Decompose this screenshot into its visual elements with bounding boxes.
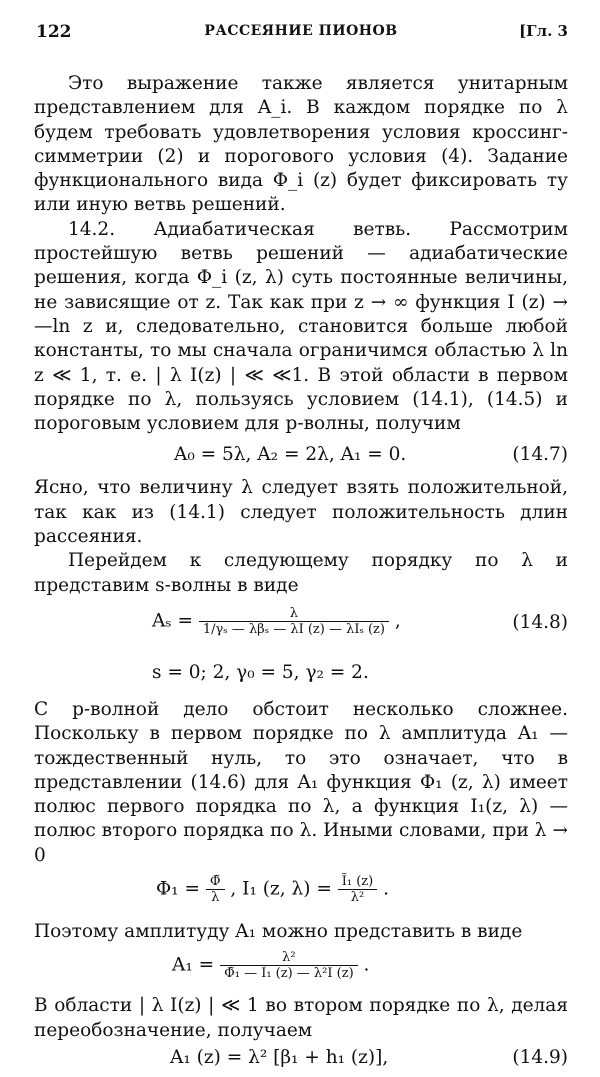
running-title: РАССЕЯНИЕ ПИОНОВ <box>204 23 398 39</box>
equation-body: A₀ = 5λ, A₂ = 2λ, A₁ = 0. <box>174 444 407 466</box>
paragraph-3: Перейдем к следующему порядку по λ и представим s-волны в виде <box>34 550 568 596</box>
fraction <box>220 950 358 981</box>
page-header <box>34 22 568 46</box>
paragraph-2: Ясно, что величину λ следует взять положительной, так как из (14.1) следует положительность длин рассеяния. <box>34 477 568 548</box>
numerator: Ĩ₁ (z) <box>338 874 377 890</box>
equation-label: (14.9) <box>512 1046 568 1068</box>
denominator: Φ̃₁ — Ĩ₁ (z) — λ²I (z) <box>224 966 354 982</box>
paragraph-section-14-2: 14.2. Адиабатическая ветвь. Рассмотрим простейшую ветвь решений — адиабатические решения, когда Φ_i (z, λ) суть постоянные величины, не зависящие от z. Так как при z → ∞ функция I (z) → —ln z и, следовательно, становится больше любой константы, то мы сначала ограничимся областью λ ln z ≪ 1, т. е. | λ I(z) | ≪ ≪1. В этой области в первом порядке по λ, пользуясь условием (14.1), (14.5) и пороговым условием для p-волны, получим <box>34 218 568 435</box>
equation-mid: , I₁ (z, λ) = <box>230 878 332 900</box>
equation-body: A₁ (z) = λ² [β₁ + h₁ (z)], <box>170 1046 389 1068</box>
equation-14-8 <box>34 598 568 658</box>
paragraph-1: Это выражение также является унитарным представлением для A_i. В каждом порядке по λ будем требовать удовлетворения условия кроссинг-симметрии (2) и порогового условия (4). Задание функционального вида Φ_i (z) будет фиксировать ту или иную ветвь решений. <box>34 73 568 216</box>
equation-14-8-params <box>34 658 568 698</box>
paragraph-5: Поэтому амплитуду A₁ можно представить в виде <box>34 921 523 943</box>
equation-lhs: Φ₁ = <box>156 878 200 900</box>
equation-tail: , <box>394 610 401 632</box>
fraction-phi <box>206 874 225 905</box>
equation-label: (14.7) <box>512 444 568 466</box>
paragraph-4: С p-волной дело обстоит несколько сложнее. Поскольку в первом порядке по λ амплитуда A₁ — тождественный нуль, то это означает, что в представлении (14.6) для A₁ функция Φ₁ (z, λ) имеет полюс первого порядка по λ, а функция I₁(z, λ) — полюс второго порядка по λ. Иными словами, при λ → 0 <box>34 698 568 866</box>
equation-14-9 <box>34 1043 568 1077</box>
equation-14-7 <box>34 436 568 476</box>
equation-label: (14.8) <box>512 611 568 633</box>
denominator: 1/γₛ — λβₛ — λI (z) — λIₛ (z) <box>202 621 385 637</box>
numerator: λ <box>199 606 389 622</box>
equation-body: s = 0; 2, γ₀ = 5, γ₂ = 2. <box>152 661 369 683</box>
denominator: λ² <box>350 890 365 906</box>
equation-tail: . <box>363 954 370 976</box>
chapter-marker: [Гл. 3 <box>519 22 568 40</box>
book-page <box>34 22 568 1077</box>
fraction <box>199 606 389 637</box>
page-number: 122 <box>36 22 72 42</box>
equation-lhs: A₁ = <box>172 954 215 976</box>
denominator: λ <box>211 890 220 906</box>
equation-a1 <box>34 944 568 994</box>
fraction-i1 <box>338 874 377 905</box>
equation-tail: . <box>383 878 389 900</box>
numerator: Φ̃ <box>206 874 225 890</box>
equation-phi <box>34 868 568 920</box>
numerator: λ² <box>220 950 358 966</box>
equation-lhs: Aₛ = <box>152 610 193 632</box>
paragraph-6: В области | λ I(z) | ≪ 1 во втором порядке по λ, делая переобозначение, получаем <box>34 995 568 1041</box>
